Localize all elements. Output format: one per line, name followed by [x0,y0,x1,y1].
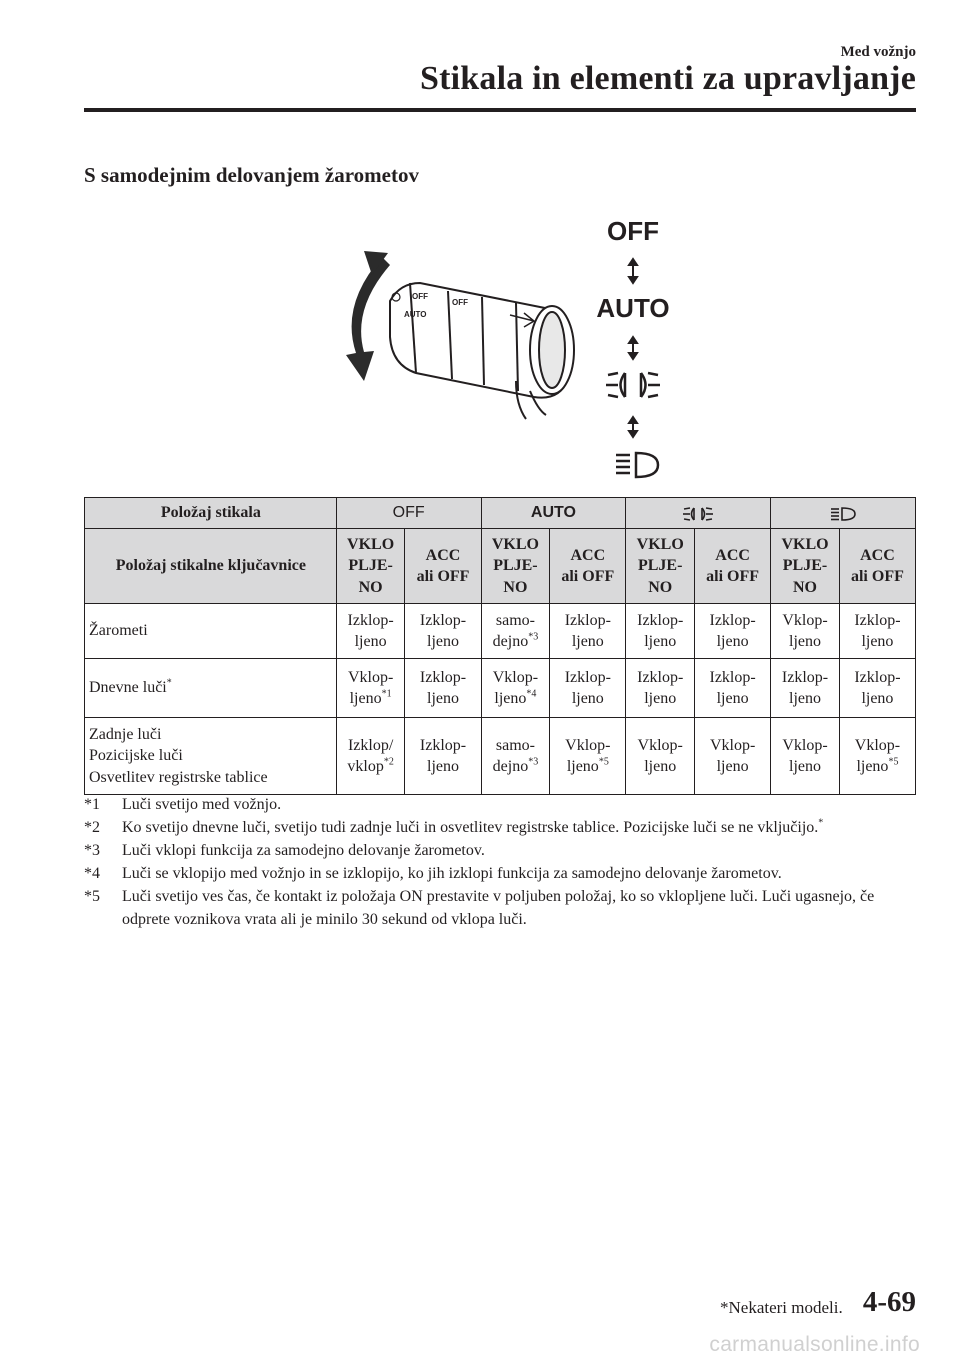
table-cell: Izklop- ljeno [336,604,405,659]
table-cell: Izklop- ljeno [839,604,915,659]
footnotes [84,793,916,931]
table-cell: Vklop- ljeno$^{*4}$ [481,659,550,718]
footnote-4: *4 Luči se vklopijo med vožnjo in se izklopijo, ko jih izklopi funkcija za samodejno delovanje žarometov. [84,865,782,882]
table-cell: Vklop- ljeno [771,604,840,659]
section-heading: S samodejnim delovanjem žarometov [84,163,419,187]
position-off-label: OFF [607,216,659,246]
table-cell: Izklop- ljeno [550,659,626,718]
table-cell: Vklop- ljeno$^{*1}$ [336,659,405,718]
row-label: Žarometi [85,604,337,659]
switch-position-parking [626,498,771,529]
table-cell: samo- dejno$^{*3}$ [481,718,550,795]
footnote-5: *5 Luči svetijo ves čas, če kontakt iz položaja ON prestavite v poljuben položaj, ko so vklopljene luči. Luči ugasnejo, če odprete voznikova vrata ali je minilo 30 sekund od vklopa luči. [84,888,875,928]
table-cell: Izklop- ljeno [695,659,771,718]
table-cell: Izklop- ljeno [771,659,840,718]
table-cell: Vklop- ljeno [626,718,695,795]
light-status-table [84,497,916,795]
switch-position-off: OFF [336,498,481,529]
headlight-switch-illustration [320,205,680,485]
table-cell: Izklop- ljeno [626,604,695,659]
row-label: Dnevne luči* [85,659,337,718]
ignition-position-header: Položaj stikalne ključavnice [85,529,337,604]
table-cell: Izklop- ljeno [839,659,915,718]
footnote-2: *2 Ko svetijo dnevne luči, svetijo tudi zadnje luči in osvetlitev registrske tablice. Pozicijske luči se ne vključijo.* [84,817,824,836]
lever-stalk-icon [390,283,574,419]
svg-text:AUTO: AUTO [404,310,427,319]
svg-text:OFF: OFF [452,298,468,307]
switch-position-auto: AUTO [481,498,626,529]
table-cell: samo- dejno$^{*3}$ [481,604,550,659]
parking-lights-icon [606,373,660,397]
ignition-acc-off-cell: ACC ali OFF [839,529,915,604]
header-divider [84,108,916,112]
table-cell: Izklop- ljeno [405,604,481,659]
svg-text:OFF: OFF [412,292,428,301]
watermark: carmanualsonline.info [709,1333,920,1356]
ignition-acc-off-cell: ACC ali OFF [695,529,771,604]
table-cell: Izklop- ljeno [550,604,626,659]
table-cell: Izklop/ vklop$^{*2}$ [336,718,405,795]
ignition-acc-off-cell: ACC ali OFF [550,529,626,604]
row-label: Zadnje luči Pozicijske luči Osvetlitev registrske tablice [85,718,337,795]
table-cell: Vklop- ljeno [695,718,771,795]
table-row [85,718,916,795]
up-down-arrow-icon [629,337,637,359]
table-cell: Izklop- ljeno [626,659,695,718]
footer-note: *Nekateri modeli. [720,1298,843,1317]
rotation-arrow-icon [346,251,390,381]
footnote-1: *1 Luči svetijo med vožnjo. [84,796,282,813]
headlight-icon [829,506,857,522]
table-cell: Izklop- ljeno [405,718,481,795]
table-cell: Izklop- ljeno [405,659,481,718]
table-cell: Vklop- ljeno$^{*5}$ [839,718,915,795]
ignition-on-cell: VKLO PLJE- NO [771,529,840,604]
page-title: Stikala in elementi za upravljanje [420,60,916,97]
table-cell: Vklop- ljeno$^{*5}$ [550,718,626,795]
ignition-on-cell: VKLO PLJE- NO [481,529,550,604]
table-row [85,659,916,718]
footnote-3: *3 Luči vklopi funkcija za samodejno delovanje žarometov. [84,842,485,859]
table-cell: Vklop- ljeno [771,718,840,795]
header-section-name: Med vožnjo [840,44,916,60]
position-auto-label: AUTO [596,293,670,323]
up-down-arrow-icon [629,259,637,283]
switch-position-header: Položaj stikala [85,498,337,529]
table-cell: Izklop- ljeno [695,604,771,659]
page-number: 4-69 [862,1286,916,1318]
switch-position-headlights [771,498,916,529]
headlight-low-beam-icon [616,453,658,477]
parking-lights-icon [681,506,715,522]
ignition-on-cell: VKLO PLJE- NO [626,529,695,604]
ignition-acc-off-cell: ACC ali OFF [405,529,481,604]
ignition-position-row [85,529,916,604]
up-down-arrow-icon [629,417,637,437]
ignition-on-cell: VKLO PLJE- NO [336,529,405,604]
table-row [85,604,916,659]
